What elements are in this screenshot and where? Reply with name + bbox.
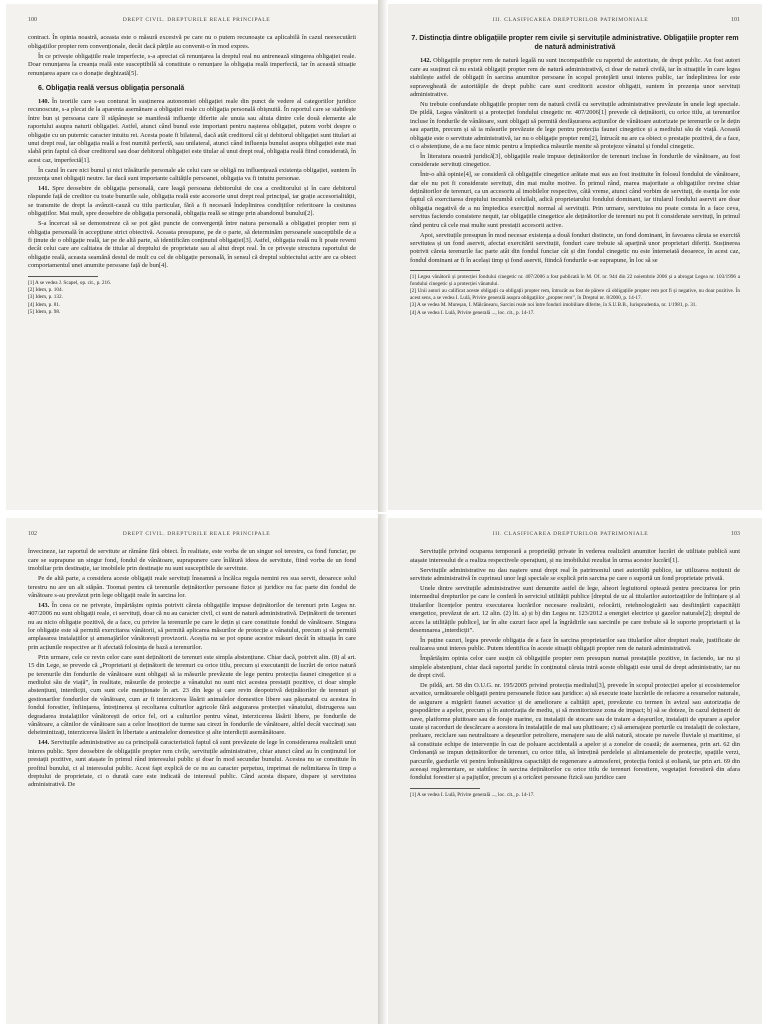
running-header bbox=[410, 16, 740, 24]
footnote: [4] Idem, p. 81. bbox=[28, 301, 61, 308]
paragraph-text: În ceea ce ne privește, împărtășim opinia potrivit căreia obligațiile impuse deținătorilor de terenuri prin Legea nr. 407/2006 nu sunt obligații reale, ci servituți, doar că nu au caracter civil, ci sunt de natură administrativă. Deținătorii de terenuri nu au nicio obligație pozitivă, de a face, cu privire la terenurile pe care le dețin și care constituie fondul de vânătoare. Singura lor obligație este să permită exercitarea vânătorii, să permită aplicarea măsurilor de protecție a vânatului, precum și să permită amplasarea instalațiilor și amenajărilor vânătorești provizorii. Aceștia nu se pot opune acestor măsuri decât în situația în care prin acțiunile respective ar fi afectată folosința de bază a terenurilor. bbox=[28, 601, 356, 651]
footnote: [3] Idem, p. 132. bbox=[28, 294, 63, 301]
body-paragraph bbox=[410, 101, 740, 151]
footnote: [2] Unii autori au calificat aceste obligații ca obligații propter rem, întrucât au fost de părere că obligațiile propter rem pot fi și negative, nu doar pozitive. În acest sens, a se vedea I. Lulă, Privire generală asupra obligațiilor „propter rem”, în Dreptul nr. 8/2000, p. 14-17. bbox=[410, 288, 740, 301]
paragraph-text: S-a încercat să se demonstreze că se pot găsi puncte de convergență între natura personală a obligației propter rem și obligația personală în accepțiune strict obiectivă. Aceasta presupune, pe de o parte, să determinăm persoanele susceptibile de a fi ținute de o obligație reală, iar pe de altă parte, să identificăm conținutul obligației[3]. Astfel, obligația reală nu îi poate reveni decât celui care are calitatea de titular al dreptului de proprietate sau al altui drept real. În ce privește structura raportului de obligație reală, aceasta seamănă destul de mult cu cel de obligație personală, în sensul că dreptul subiectului activ are ca obiect comportamentul unei anumite persoane față de bun[4]. bbox=[28, 220, 356, 270]
body-paragraph bbox=[28, 185, 356, 219]
book-gutter-bottom bbox=[378, 514, 388, 1024]
body-paragraph bbox=[28, 548, 356, 573]
body-paragraph bbox=[28, 654, 356, 738]
running-title: III. CLASIFICAREA DREPTURILOR PATRIMONIALE bbox=[492, 531, 649, 537]
body-paragraph bbox=[28, 167, 356, 184]
footnote: [1] A se vedea I. Lulă, Privire generală ..., loc. cit., p. 14-17. bbox=[410, 791, 535, 798]
body-paragraph bbox=[28, 98, 356, 165]
footnote: [1] Legea vânătorii și protecției fondului cinegetic nr. 407/2006 a fost publicată în M. Of. nr. 944 din 22 noiembrie 2006 și a abrogat Legea nr. 103/1996 a fondului cinegetic și a protecției vânatului. bbox=[410, 274, 740, 287]
body-paragraph bbox=[410, 232, 740, 266]
book-gutter-top bbox=[378, 0, 388, 512]
footnote: [3] A se vedea M. Mureșan, I. Mălcănearu, Sarcini reale noi între fonduri imobiliare diferite, în S.U.B.B., Iurisprudentia, nr. 1/1981, p. 31. bbox=[410, 302, 697, 309]
body-paragraph bbox=[410, 567, 740, 584]
paragraph-text: În puține cazuri, legea prevede obligația de a face în sarcina proprietarilor sau titularilor altor drepturi reale, justificate de realizarea unui interes public. Putem identifica în aceste situații obligații propter rem de natură administrativă. bbox=[410, 636, 740, 653]
body-paragraph bbox=[28, 739, 356, 789]
running-title: DREPT CIVIL. DREPTURILE REALE PRINCIPALE bbox=[122, 531, 271, 537]
footnote: [4] A se vedea I. Lulă, Privire generală ..., loc. cit., p. 14-17. bbox=[410, 309, 535, 316]
section-number: 140. bbox=[38, 97, 50, 105]
paragraph-text: În teoriile care s-au conturat în susținerea autonomiei obligației reale din punct de vedere al categoriilor juridice recunoscute, s-a plecat de la aparenta asemănare a obligației reale cu obligația personală obișnuită. În raportul care se stabilește între bun și persoana care îl stăpânește se manifestă influențe diferite ale unuia sau altuia dintre cele două elemente ale raportului asupra naturii obligației. Astfel, atunci când bunul este important pentru nașterea obligației, putem vorbi despre o obligație cu un puternic caracter intuitu rei. Acesta poate fi bilateral, dacă atât creditorul cât și debitorul obligației sunt titulari ai unui drept real, iar obligația reală a fost numită perfectă, sau unilateral, atunci când influența bunului asupra obligației este mai slabă prin faptul că doar creditorul sau doar debitorul obligației este titular al unui drept real, obligația reală fiind considerată, în acest caz, imperfectă[1]. bbox=[28, 97, 356, 164]
footnote-separator bbox=[410, 270, 480, 271]
paragraph-text: Servituțile privind ocuparea temporară a proprietăți private în vederea realizării anumitor lucrări de utilitate publică sunt atașate interesului de a realiza respectivele operațiuni, și nu imobilului rezultat în urma acestor lucrări[1]. bbox=[410, 548, 740, 564]
body-paragraph bbox=[410, 153, 740, 170]
paragraph-text: Prin urmare, cele ce revin celor care sunt deținătorii de terenuri este simpla abstențiune. Chiar dacă, potrivit alin. (8) al art. 15 din Lege, se prevede că „Proprietarii și deținătorii de terenuri cu orice titlu, precum și executanții de lucrări de orice natură pe terenurile din fondurile de vânătoare sunt obligați să ia măsurile prevăzute de lege pentru protecția faunei cinegetice și a mediului său de viață”, în realitate, măsurile de protecție a vânatului nu sunt nici acestea prestații pozitive, ci doar simple abstențiuni, interdicții, cum sunt cele menționate în art. 23 din lege și care revin deopotrivă deținătorilor de terenuri și gestionarilor fondurilor de vânătoare, cum ar fi interzicerea lăsării animalelor domestice libere sau pășunatul cu acestea în fondul forestier, înființarea, întreținerea și recoltarea culturilor agricole fără asigurarea protecției vânatului, distrugerea sau degradarea instalațiilor vânătorești de orice fel, ori a culturilor pentru vânat, interzicerea lăsării libere, pe fondurile de vânătoare, a câinilor de vânătoare sau a celor însoțitori de turme sau cirezi în fondurile de vânătoare, altfel decât vaccinați sau deheimintizați, interzicerea lăsării în libertate a animalelor domestice și alte interdicții asemănătoare. bbox=[28, 653, 356, 737]
paragraph-text: Împărtășim opinia celor care susțin că obligațiile propter rem presupun numai prestațiile pozitive, in faciendo, iar nu și simplele abstențiuni, chiar dacă raportul juridic în conținutul căruia intră aceste obligații este unul de drept administrativ, iar nu de drept civil. bbox=[410, 655, 740, 680]
page-103 bbox=[388, 518, 762, 1024]
running-header bbox=[28, 16, 356, 24]
running-header bbox=[410, 530, 740, 538]
paragraph-text: Apoi, servituțile presupun în mod necesar existența a două fonduri distincte, un fond dominant, în favoarea căruia se exercită servitutea și un fond aservit, afectat exercitării servituții, fonduri care trebuie să aparțină unor proprietari diferiți. Susținerea potrivit căreia terenurile fac parte atât din fondul funciar cât și din fondul cinegetic nu este întemeiată deoarece, în acest caz, fondul dominant ar fi în același timp și fond aservit, fiindcă fondurile s-ar suprapune, în loc să se bbox=[410, 231, 740, 264]
section-number: 141. bbox=[38, 185, 50, 192]
paragraph-text: În ce privește obligațiile reale imperfecte, s-a apreciat că renunțarea la dreptul real nu antrenează stingerea obligației reale. Doar renunțarea la creanța reală este susceptibilă să constituie o renunțare la obligația reală imperfectă, iar în această situație renunțarea apare ca o donație deghizată[5]. bbox=[28, 52, 356, 77]
section-number: 143. bbox=[38, 601, 50, 609]
footnote-separator bbox=[410, 788, 480, 789]
paragraph-text: Servituțile administrative au ca principală caracteristică faptul că sunt prevăzute de lege în considerarea realizării unui interes public. Spre deosebire de obligațiile propter rem civile, servituțile administrative, chiar atunci când au în conținutul lor prestații pozitive, sunt atașate în primul rând interesului public și doar în mod secundar bunului. Acestea nu se constituie în profitul bunului, ci al interesului public. Acest fapt explică de ce nu au caracter perpetuu, imprimat de nelimitarea în timp a dreptului de proprietate, ci o durată care este indicată de interesul public. Când acesta dispare, dispare și servitutea administrativă. De bbox=[28, 739, 356, 789]
paragraph-text: Nu trebuie confundate obligațiile propter rem de natură civilă cu servituțile administrative prevăzute în unele legi speciale. De pildă, Legea vânătorii și a protecției fondului cinegetic nr. 407/2006[1] prevede că deținătorii, cu orice titlu, ai terenurilor incluse în fondurile de vânătoare, sunt obligați să permită desfășurarea acțiunilor de vânătoare autorizate pe terenurile ce le dețin sau aparțin, precum și să ia măsurile prevăzute de lege pentru protecția faunei cinegetice și a mediului său de viață. Această obligație este o servitute administrativă, iar nu o obligație propter rem[2], întrucât nu are ca obiect o prestație pozitivă, de a face, ci o abstențiune, de a nu face nimic pentru a împiedica măsurile menite să protejeze vânatul și fondul cinegetic. bbox=[410, 100, 740, 150]
body-paragraph bbox=[28, 602, 356, 652]
running-header bbox=[28, 530, 356, 538]
paragraph-text: Spre deosebire de obligația personală, care leagă persoana debitorului de cea a creditorului și în care debitorul răspunde față de creditor cu toate bunurile sale, obligația reală este accesorie unui drept real principal, iar grație accesorialității, se transmite de drept la avânzii-cauză cu titlu particular, fără a fi necesară îndeplinirea condițiilor referitoare la cesiunea obligațiilor. Mai mult, spre deosebire de obligația personală, obligația reală se stinge prin abandonul bunului[2]. bbox=[28, 185, 356, 218]
body-paragraph bbox=[410, 171, 740, 230]
body-paragraph bbox=[410, 682, 740, 783]
footnote: [1] A se vedea J. Scapel, op. cit., p. 216. bbox=[28, 279, 111, 286]
footnote: [5] Idem, p. 98. bbox=[28, 309, 61, 316]
running-title: DREPT CIVIL. DREPTURILE REALE PRINCIPALE bbox=[122, 17, 271, 23]
body-paragraph bbox=[410, 57, 740, 99]
paragraph-text: Unele dintre servituțile administrative sunt denumite astfel de lege, alteori legiuitorul optează pentru precizarea lor prin intermediul drepturilor pe care le conferă în serviciul utilității publice [dreptul de uz al titularilor autorizațiilor de înființare și al titularilor licențelor pentru executarea lucrărilor necesare realizării, relocării, retehnologizării sau desființării capacității energetice, prevăzut de art. 12 alin. (2) lit. a) și b) din Legea nr. 123/2012 a energiei electrice și gazelor naturale[2]; dreptul de acces la utilitățile publice], iar în alte cazuri face apel la îngrădirile sau sarcinile pe care trebuie să le suporte proprietarii și la desemnarea „interdicții”. bbox=[410, 585, 740, 635]
page-number: 100 bbox=[28, 17, 37, 23]
paragraph-text: Obligațiile propter rem de natură legală nu sunt incompatibile cu raportul de autoritate, de drept public. Au fost autori care au susținut că nu există obligații propter rem de natură administrativă, ci doar de natură civilă, iar în situațiile în care legea stabilește astfel de obligații în sarcina anumitor persoane în scopul protejării unui interes public, iar îndeplinirea lor este supravegheată de autoritățile de drept public care sunt creditorii acestor obligații, suntem în prezența unor servituți administrative. bbox=[410, 57, 740, 99]
paragraph-text: învecineze, iar raportul de servitute ar rămâne fără obiect. În realitate, este vorba de un singur sol terestru, ca fond funciar, pe care se suprapune un singur fond, fondul de vânătoare, suprapunere care înlătură ideea de servitute, fiind vorba de un fond imobiliar prin destinație, iar imobilele prin destinație nu sunt susceptibile de servitute. bbox=[28, 548, 356, 573]
section-number: 142. bbox=[420, 57, 432, 65]
page-number: 103 bbox=[731, 531, 740, 537]
paragraph-text: Pe de altă parte, a considera aceste obligații reale servituți înseamnă a încălca regula nemini res sua servit, deoarece solul terestru nu are un alt stăpân. Toomai pentru că terenurile deținătorilor persoane fizice și juridice nu fac parte din fondul de vânătoare s-au prevăzut prin lege obligații reale în sarcina lor. bbox=[28, 575, 356, 599]
body-paragraph bbox=[410, 637, 740, 654]
paragraph-text: În literatura noastră juridică[3], obligațiile reale impuse deținătorilor de terenuri incluse în fondurile de vânătoare, au fost considerate servituți cinegetice. bbox=[410, 152, 740, 169]
page-number: 101 bbox=[731, 17, 740, 23]
body-paragraph bbox=[28, 53, 356, 78]
paragraph-text: contract. În opinia noastră, aceasta este o măsură excesivă pe care nu o putem recunoaște ca aplicabilă în cazul neexecutării obligațiilor propter rem convenționale, decât dacă părțile au convenit-o în mod expres. bbox=[28, 34, 356, 50]
paragraph-text: De pildă, art. 58 din O.U.G. nr. 195/2005 privind protecția mediului[3], prevede în scopul protecției apelor și ecosistemelor acvatice, următoarele obligații pentru persoanele fizice sau juridice: a) să execute toate lucrările de refacere a resurselor naturale, de asigurare a migrării faunei acvatice și de ameliorare a calității apei, prevăzute cu termen în avizul sau autorizația de gospodărire a apelor, precum și în autorizația de mediu, și să monitorizeze zona de impact; b) să se doteze, în cazul deținerii de nave, platforme plutitoare sau de foraje marine, cu instalații de stocare sau de tratare a deșeurilor, instalații de epurare a apelor uzate și racorduri de descărcare a acestora în instalațiile de mal sau plutitoare; c) să amenajeze porturile cu instalații de colectare, preluare, reciclare sau neutralizare a deșeurilor petroliere, menajere sau de altă natură, stocate pe navele fluviale și maritime, și să constituie echipe de intervenție în caz de poluare accidentală a apelor și a zonelor de coastă; de asemenea, prin art. 62 din Ordonanță se impun deținătorilor de terenuri, cu orice titlu, să întrețină perdelele și aliniamentele de protecție, spațiile verzi, parcurile, gardurile vii pentru îmbunătățirea capacității de regenerare a atmosferei, protecția fonică și eoliană, iar prin art. 69 din aceeași reglementare, se stabilesc în sarcina deținătorilor cu orice titlu de terenuri forestiere, vegetației forestieră din afara fondului forestier și a pajiștilor, precum și a oricărei persoane fizică sau juridice care bbox=[410, 682, 740, 782]
paragraph-text: În cazul în care nici bunul și nici trăsăturile personale ale celui care se obligă nu influențează existența obligației, suntem în prezența unei obligații neutre. Iar dacă sunt importante calitățile persoanei, obligația va fi intuitu personae. bbox=[28, 166, 356, 183]
section-heading: 7. Distincția dintre obligațiile propter rem civile și servituțile administrative. Obligațiile propter rem de natură administrativă bbox=[411, 35, 739, 52]
body-paragraph bbox=[410, 548, 740, 565]
running-title: III. CLASIFICAREA DREPTURILOR PATRIMONIALE bbox=[492, 17, 649, 23]
page-102 bbox=[6, 518, 378, 1024]
page-101 bbox=[388, 4, 762, 510]
section-number: 144. bbox=[38, 739, 50, 747]
paragraph-text: Servituțile administrative nu dau naștere unui drept real în patrimoniul unei autorități publice, iar utilizarea noțiunii de servitute administrativă în cuprinsul unor legi speciale se explică prin sarcina pe care o suportă un fond proprietate privată. bbox=[410, 566, 740, 583]
footnote: [2] Idem, p. 104. bbox=[28, 286, 63, 293]
section-heading: 6. Obligația reală versus obligația personală bbox=[38, 84, 185, 92]
page-number: 102 bbox=[28, 531, 37, 537]
footnote-separator bbox=[28, 276, 98, 277]
body-paragraph bbox=[410, 585, 740, 635]
body-paragraph bbox=[28, 34, 356, 51]
page-100 bbox=[6, 4, 378, 510]
body-paragraph bbox=[410, 655, 740, 680]
paragraph-text: Într-o altă opinie[4], se consideră că obligațiile cinegetice arătate mai sus au fost instituite în folosul fondului de vânătoare, dar ele nu pot fi considerate servituți, din mai multe motive. În primul rând, marea majoritate a obligațiilor revine chiar deținătorilor de terenuri, ca un accesoriu al imobilelor respective, câtă vreme, atunci când vorbim de servituți, de esența lor este faptul că exercitarea dreptului incumbă celuilalt, adică proprietarului fondului dominant, iar titularul fondului aservit are doar obligația negativă de a nu împiedica exercițiul normal al servituții. Prin urmare, servitutea nu poate consta în a face ceva, servitus faciendo consistere nequit, iar obligațiile cinegetice ale deținătorilor de terenuri nu pot fi considerate servituți, în primul rând pentru că cele mai multe sunt prestații accesorii active. bbox=[410, 171, 740, 229]
body-paragraph bbox=[28, 575, 356, 600]
body-paragraph bbox=[28, 220, 356, 270]
